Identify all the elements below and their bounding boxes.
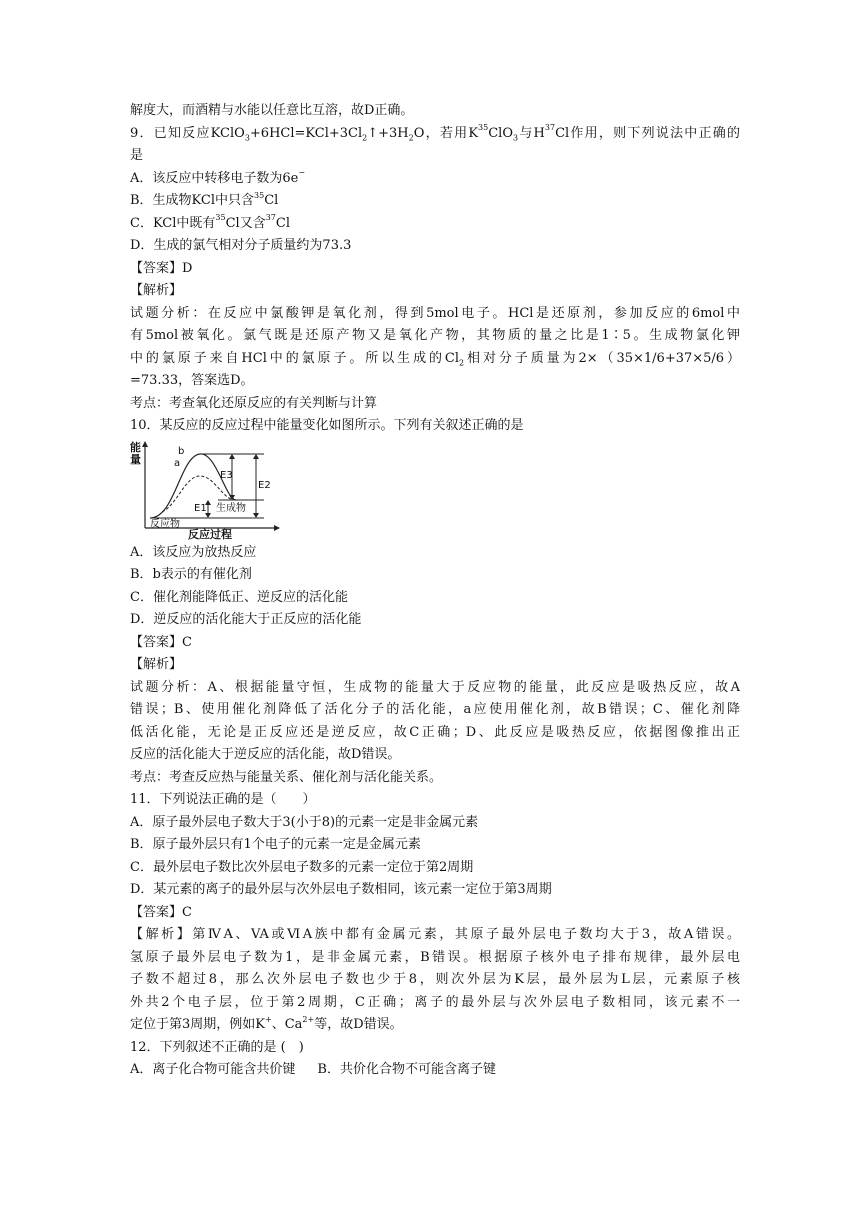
- option-b: B．共价化合物不可能含离子键: [317, 1062, 496, 1077]
- answer: 【答案】C: [130, 634, 192, 650]
- document-page: [130, 100, 740, 1082]
- option-b: B．原子最外层只有1个电子的元素一定是金属元素: [130, 837, 421, 852]
- e1-label: E1: [194, 502, 207, 514]
- option-a: A．该反应为放热反应: [130, 544, 257, 560]
- analysis-line: 试题分析：在反应中氯酸钾是氧化剂，得到5mol电子。HCl是还原剂，参加反应的6mol中: [130, 305, 740, 321]
- analysis-heading: 【解析】: [130, 283, 183, 298]
- option-c: C．最外层电子数比次外层电子数多的元素一定位于第2周期: [130, 859, 474, 875]
- y-axis-arrow: [142, 441, 148, 447]
- option-a: A．原子最外层电子数大于3(小于8)的元素一定是非金属元素: [130, 814, 479, 830]
- text-line: 解度大，而酒精与水能以任意比互溶，故D正确。: [130, 103, 414, 118]
- question-9-stem-cont: 是: [130, 148, 144, 163]
- analysis-line: 低活化能，无论是正反应还是逆反应，故C正确；D、此反应是吸热反应，依据图像推出正: [130, 724, 740, 740]
- option-d: D．某元素的离子的最外层与次外层电子数相同，该元素一定位于第3周期: [130, 882, 552, 897]
- option-a: A．该反应中转移电子数为6e−: [130, 168, 306, 186]
- options-row: [130, 1059, 740, 1082]
- option-a: A．离子化合物可能含共价键: [130, 1062, 296, 1077]
- analysis-line: 子数不超过8，那么次外层电子数也少于8，则次外层为K层，最外层为L层，元素原子核: [130, 972, 740, 987]
- question-11-stem: 11．下列说法正确的是（ ）: [130, 792, 316, 807]
- reactant-label: 反应物: [150, 518, 180, 530]
- question-12-stem: 12．下列叙述不正确的是 ( ): [130, 1039, 304, 1055]
- analysis-line: 氢原子最外层电子数为1，是非金属元素，B错误。根据原子核外电子排布规律，最外层电: [130, 949, 740, 965]
- answer: 【答案】C: [130, 904, 192, 920]
- question-10-stem: 10．某反应的反应过程中能量变化如图所示。下列有关叙述正确的是: [130, 418, 524, 433]
- answer: 【答案】D: [130, 260, 193, 276]
- analysis-heading: 【解析】: [130, 657, 183, 672]
- analysis-line: 反应的活化能大于逆反应的活化能，故D错误。: [130, 747, 401, 762]
- option-d: D．逆反应的活化能大于正反应的活化能: [130, 612, 362, 627]
- energy-diagram: [130, 440, 280, 540]
- x-axis-label: 反应过程: [188, 527, 232, 541]
- option-c: C．催化剂能降低正、逆反应的活化能: [130, 589, 348, 605]
- x-axis-arrow: [274, 525, 280, 531]
- option-d: D．生成的氯气相对分子质量约为73.3: [130, 238, 352, 253]
- knowledge-point: 考点：考查反应热与能量关系、催化剂与活化能关系。: [130, 769, 443, 785]
- analysis-line: 外共2个电子层，位于第2周期，C正确；离子的最外层与次外层电子数相同，该元素不一: [130, 994, 740, 1010]
- option-b: B．b表示的有催化剂: [130, 567, 252, 582]
- product-label: 生成物: [216, 502, 246, 514]
- knowledge-point: 考点：考查氧化还原反应的有关判断与计算: [130, 395, 378, 411]
- analysis-line: 有5mol被氧化。氯气既是还原产物又是氧化产物，其物质的量之比是1∶5。生成物氯化钾: [130, 328, 740, 343]
- question-9-stem: 9．已知反应$KClO_3+6HCl=KCl+3Cl_2↑+3H_2O$，若用$K^{35}ClO_3$与$H^{37}Cl$作用，则下列说法中正确的: [130, 123, 741, 143]
- y-axis-label: 量: [130, 452, 141, 466]
- analysis-line: 中的氯原子来自HCl中的氯原子。所以生成的$Cl_2$相对分子质量为2×（35×1/6+37×5/6）: [130, 350, 740, 368]
- analysis-line: 错误；B、使用催化剂降低了活化分子的活化能，a应使用催化剂，故B错误；C、催化剂降: [130, 702, 740, 717]
- analysis-line: 试题分析：A、根据能量守恒，生成物的能量大于反应物的能量，此反应是吸热反应，故A: [130, 679, 740, 695]
- curve-a-label: a: [174, 457, 181, 469]
- option-b: B．生成物KCl中只含$^{35}$Cl: [130, 190, 279, 208]
- y-axis-label: 能: [130, 440, 141, 454]
- e3-label: E3: [220, 469, 233, 481]
- analysis-line: 定位于第3周期，例如K+、$Ca^{2+}$等，故D错误。: [130, 1014, 403, 1032]
- curve-b-label: b: [178, 445, 185, 457]
- analysis-line: 【解析】第ⅣA、VA或ⅥA族中都有金属元素，其原子最外层电子数均大于3，故A错误。: [130, 927, 740, 942]
- analysis-line: =73.33，答案选D。: [130, 373, 254, 388]
- e2-label: E2: [258, 479, 271, 491]
- option-c: C．KCl中既有$^{35}$Cl又含$^{37}$Cl: [130, 213, 291, 231]
